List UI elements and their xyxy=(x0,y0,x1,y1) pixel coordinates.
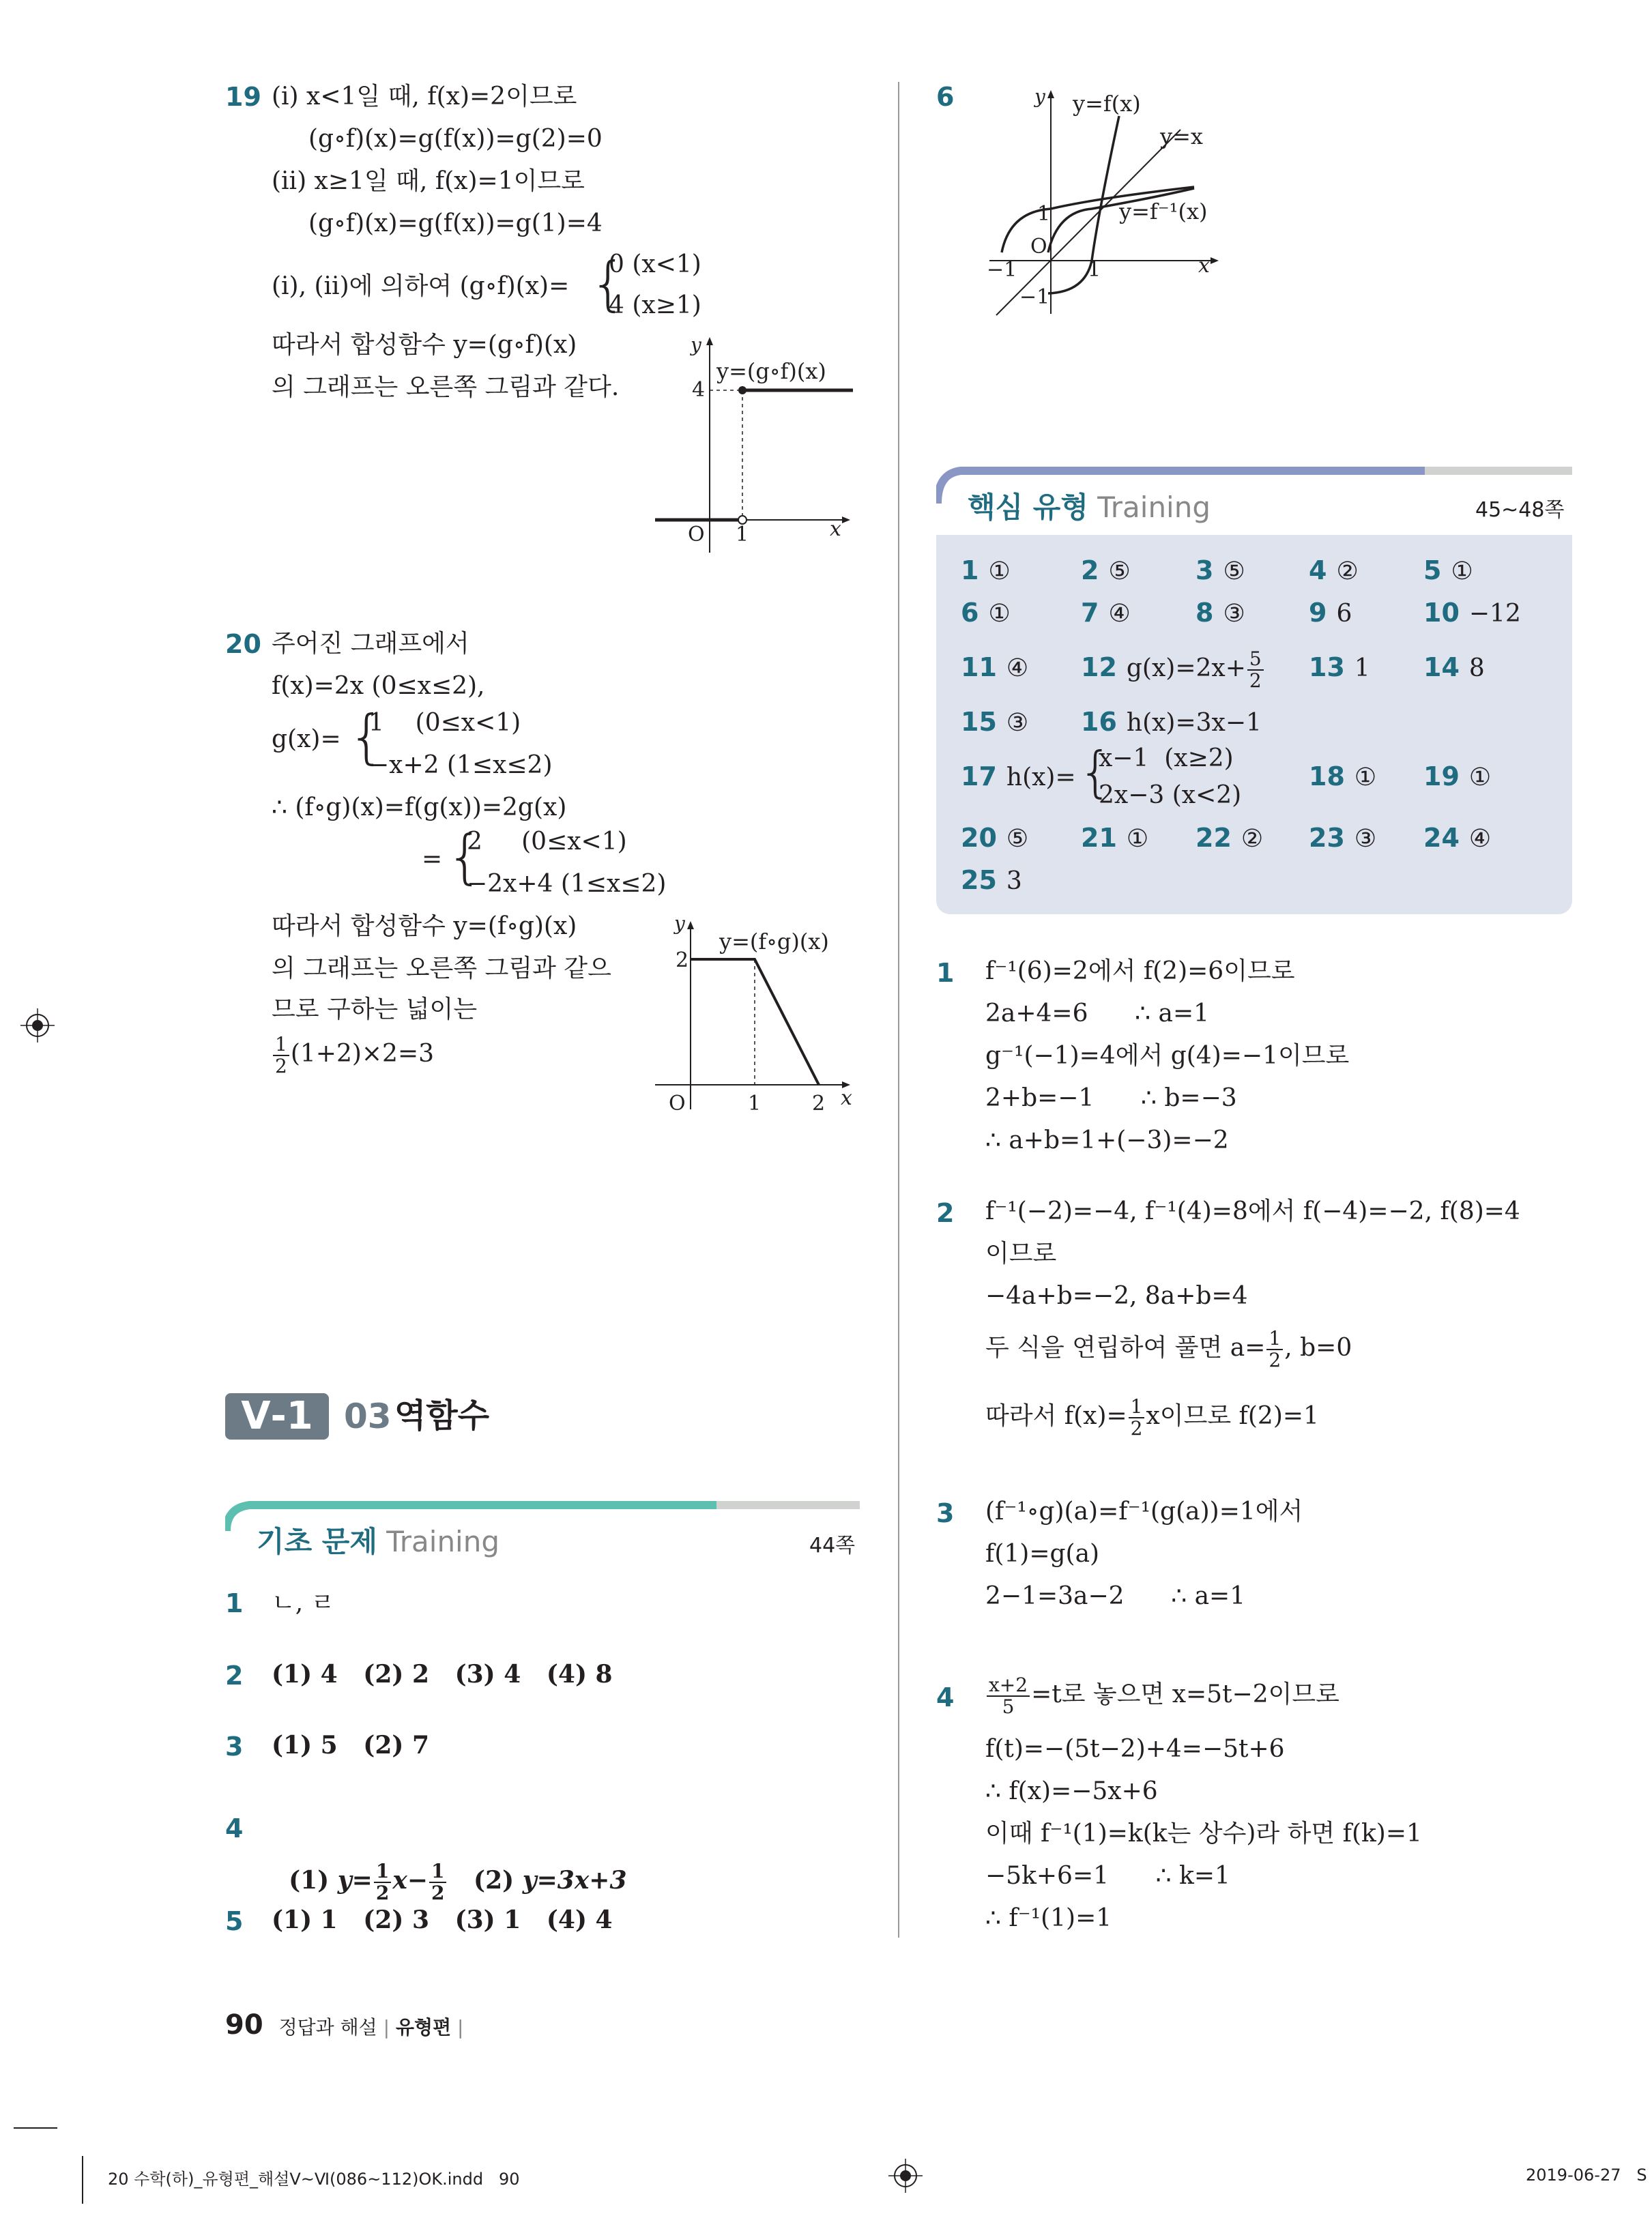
case-line: 2x−3 (x<2) xyxy=(1099,781,1242,809)
basic-item-number: 3 xyxy=(225,1732,244,1762)
problem-number: 20 xyxy=(225,629,261,659)
basic-item-number: 2 xyxy=(225,1661,244,1691)
print-file-name: 20 수학(하)_유형편_해설Ⅴ~Ⅵ(086~112)OK.indd 90 xyxy=(108,2170,520,2189)
answer: 19 ① xyxy=(1423,761,1492,791)
text-line: 의 그래프는 오른쪽 그림과 같다. xyxy=(272,373,620,401)
case-line: x−1 (x≥2) xyxy=(1099,744,1234,772)
text-line: ∴ (f∘g)(x)=f(g(x))=2g(x) xyxy=(272,793,567,821)
brace: { xyxy=(1078,740,1113,804)
answer: 13 1 xyxy=(1309,652,1370,682)
problem-number: 6 xyxy=(936,82,955,112)
text-line: f⁻¹(6)=2에서 f(2)=6이므로 xyxy=(985,957,1295,985)
x-tick: 2 xyxy=(812,1092,826,1116)
answer: 3 ⑤ xyxy=(1195,555,1245,585)
basic-title: 기초 문제 Training xyxy=(257,1525,500,1558)
answer: 17 h(x)= xyxy=(961,761,1076,791)
answer: 10 −12 xyxy=(1423,598,1521,628)
answer: 21 ① xyxy=(1081,823,1149,853)
text-line: 주어진 그래프에서 xyxy=(272,630,469,658)
y-tick: 2 xyxy=(676,948,689,972)
section-badge: Ⅴ-1 xyxy=(225,1393,329,1440)
case-line: −2x+4 (1≤x≤2) xyxy=(467,870,667,898)
text-line: $\frac{x+2}{5}$ =t로 놓으면 x=5t−2이므로 xyxy=(985,1667,1339,1722)
text-line: 따라서 f(x)= $\frac{1}{2}$ x이므로 f(2)=1 xyxy=(985,1395,1319,1440)
basic-item-number: 1 xyxy=(225,1588,244,1618)
answer: 7 ④ xyxy=(1081,598,1131,628)
answer: 4 ② xyxy=(1309,555,1359,585)
origin-label: O xyxy=(669,1092,686,1116)
solution-number: 4 xyxy=(936,1682,955,1712)
graph-label: y=(f∘g)(x) xyxy=(719,929,829,954)
crop-mark xyxy=(82,2156,83,2204)
text-line: = xyxy=(422,845,443,873)
x-axis-label: x xyxy=(1198,254,1210,278)
text-line: 이때 f⁻¹(1)=k(k는 상수)라 하면 f(k)=1 xyxy=(985,1820,1422,1848)
text-line: ∴ a+b=1+(−3)=−2 xyxy=(985,1126,1229,1154)
page-footer: 90 정답과 해설 | 유형편 | xyxy=(225,2009,464,2041)
text-line: f(1)=g(a) xyxy=(985,1540,1100,1568)
text-line: f⁻¹(−2)=−4, f⁻¹(4)=8에서 f(−4)=−2, f(8)=4 xyxy=(985,1197,1520,1225)
answer: 6 ① xyxy=(961,598,1011,628)
basic-item-number: 4 xyxy=(225,1813,244,1843)
text-line: 따라서 합성함수 y=(f∘g)(x) xyxy=(272,912,577,940)
text-line: f(x)=2x (0≤x≤2), xyxy=(272,672,485,700)
solution-number: 1 xyxy=(936,958,955,988)
x-axis-label: x xyxy=(830,517,841,541)
crop-mark xyxy=(14,2127,57,2129)
answer: 5 ① xyxy=(1423,555,1473,585)
text-line: 따라서 합성함수 y=(g∘f)(x) xyxy=(272,331,577,359)
y-axis-label: y xyxy=(674,912,685,935)
core-title: 핵심 유형 Training xyxy=(968,491,1211,524)
answer: 14 8 xyxy=(1423,652,1485,682)
text-line: (g∘f)(x)=g(f(x))=g(2)=0 xyxy=(308,125,603,153)
section-number: 03 xyxy=(344,1397,392,1436)
text-line: (f⁻¹∘g)(a)=f⁻¹(g(a))=1에서 xyxy=(985,1498,1303,1526)
x-tick: 1 xyxy=(1088,258,1101,282)
answer: 16 h(x)=3x−1 xyxy=(1081,707,1262,737)
basic-item-answer: ㄴ, ㄹ xyxy=(272,1589,335,1617)
answer: 12 g(x)=2x+ $\frac{5}{2}$ xyxy=(1081,641,1265,695)
answer: 9 6 xyxy=(1309,598,1352,628)
answer: 8 ③ xyxy=(1195,598,1245,628)
text-line: (ⅰ), (ⅱ)에 의하여 (g∘f)(x)= xyxy=(272,272,570,300)
answer: 1 ① xyxy=(961,555,1011,585)
text-line: 이므로 xyxy=(985,1240,1057,1268)
brace: { xyxy=(590,250,627,318)
text-line: 의 그래프는 오른쪽 그림과 같으 xyxy=(272,954,611,982)
brace: { xyxy=(446,823,484,891)
registration-mark xyxy=(20,1008,55,1043)
answer: 11 ④ xyxy=(961,652,1029,682)
graph-label: y=f(x) xyxy=(1073,91,1141,117)
basic-item-answer: (1) 1 (2) 3 (3) 1 (4) 4 xyxy=(272,1906,613,1934)
case-line: 1 (0≤x<1) xyxy=(368,709,521,737)
answer: 20 ⑤ xyxy=(961,823,1029,853)
text-line: (ⅱ) x≥1일 때, f(x)=1이므로 xyxy=(272,167,585,195)
graph-label: y=f⁻¹(x) xyxy=(1119,199,1208,224)
text-line: 2−1=3a−2 ∴ a=1 xyxy=(985,1582,1246,1610)
basic-item-answer: (1) y= $\frac{1}{2}$ x− $\frac{1}{2}$ (2) y=3x+3 xyxy=(289,1860,627,1904)
solution-number: 3 xyxy=(936,1498,955,1528)
text-line: g⁻¹(−1)=4에서 g(4)=−1이므로 xyxy=(985,1042,1350,1070)
text-line: f(t)=−(5t−2)+4=−5t+6 xyxy=(985,1735,1285,1763)
answer: 23 ③ xyxy=(1309,823,1377,853)
solution-number: 2 xyxy=(936,1198,955,1228)
problem-number: 19 xyxy=(225,82,261,112)
y-tick: −1 xyxy=(1019,285,1050,309)
answer: 22 ② xyxy=(1195,823,1264,853)
text-line: (g∘f)(x)=g(f(x))=g(1)=4 xyxy=(308,209,603,237)
answer: 24 ④ xyxy=(1423,823,1492,853)
fraction: $\frac{1}{2}$ xyxy=(273,1034,289,1077)
text-line: ∴ f(x)=−5x+6 xyxy=(985,1777,1158,1805)
answer: 15 ③ xyxy=(961,707,1029,737)
graph-label: y=(g∘f)(x) xyxy=(716,358,826,384)
text-line: 2+b=−1 ∴ b=−3 xyxy=(985,1084,1237,1112)
origin-label: O xyxy=(1030,235,1047,259)
registration-mark xyxy=(888,2159,923,2193)
text-line: 2a+4=6 ∴ a=1 xyxy=(985,1000,1210,1027)
print-date: 2019-06-27 S xyxy=(1526,2166,1647,2185)
y-axis-label: y xyxy=(691,334,701,356)
column-divider xyxy=(898,82,899,1938)
fraction: $\frac{5}{2}$ xyxy=(1247,649,1264,691)
text-line: 두 식을 연립하여 풀면 a= $\frac{1}{2}$ , b=0 xyxy=(985,1327,1352,1371)
case-line: 0 (x<1) xyxy=(609,250,701,278)
area-line: $\frac{1}{2}$ (1+2)×2=3 xyxy=(272,1034,434,1077)
x-axis-label: x xyxy=(841,1086,852,1110)
basic-item-number: 5 xyxy=(225,1906,244,1936)
basic-page: 44쪽 xyxy=(809,1534,856,1558)
text-line: −5k+6=1 ∴ k=1 xyxy=(985,1862,1230,1890)
y-axis-label: y xyxy=(1034,85,1045,108)
text-line: g(x)= xyxy=(272,725,341,753)
origin-label: O xyxy=(688,523,705,546)
y-tick: 4 xyxy=(692,378,706,402)
x-tick: −1 xyxy=(987,258,1017,282)
text-line: ∴ f⁻¹(1)=1 xyxy=(985,1904,1112,1932)
basic-item-answer: (1) 4 (2) 2 (3) 4 (4) 8 xyxy=(272,1660,613,1689)
text-line: 므로 구하는 넓이는 xyxy=(272,995,478,1023)
x-tick: 1 xyxy=(736,523,749,546)
y-tick: 1 xyxy=(1037,202,1051,226)
graph-label: y=x xyxy=(1160,123,1203,149)
answer: 2 ⑤ xyxy=(1081,555,1131,585)
brace: { xyxy=(348,703,386,771)
basic-item-answer: (1) 5 (2) 7 xyxy=(272,1731,429,1760)
core-page: 45~48쪽 xyxy=(1475,498,1565,522)
answer: 18 ① xyxy=(1309,761,1377,791)
x-tick: 1 xyxy=(748,1092,762,1116)
text-line: −4a+b=−2, 8a+b=4 xyxy=(985,1282,1248,1310)
section-title: 역함수 xyxy=(394,1397,490,1435)
case-line: 2 (0≤x<1) xyxy=(467,828,627,856)
case-line: −x+2 (1≤x≤2) xyxy=(368,751,553,779)
case-line: 4 (x≥1) xyxy=(609,291,701,319)
text-line: (ⅰ) x<1일 때, f(x)=2이므로 xyxy=(272,83,577,111)
answer: 25 3 xyxy=(961,865,1022,895)
